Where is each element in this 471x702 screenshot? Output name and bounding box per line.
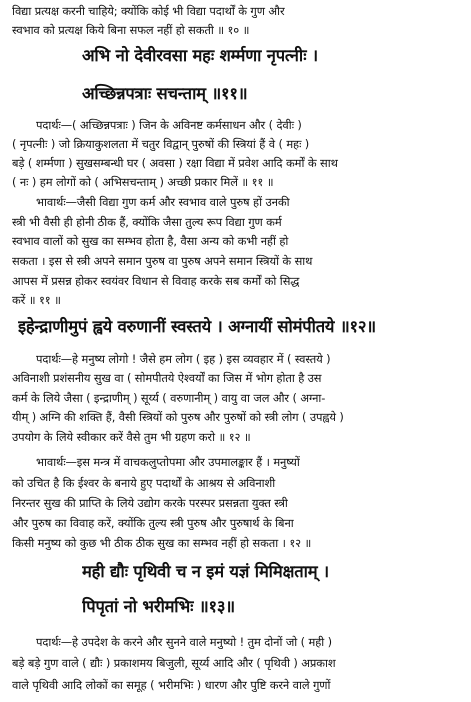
text-line: और पुरुष का विवाह करें, क्योंकि तुल्य स्त्री पुरुष और पुरुषार्थ के बिना [12,516,294,530]
text-line: करें ॥ ११ ॥ [12,293,61,307]
text-line: स्त्री भी वैसी ही होनी ठीक हैं, क्योंकि जैसा तुल्य रूप विद्या गुण कर्म [12,215,282,229]
text-line: किसी मनुष्य को कुछ भी ठीक ठीक सुख का सम्भव नहीं हो सकता । १२ ॥ [12,536,312,550]
text-line: पदार्थः—हे उपदेश के करने और सुनने वाले मनुष्यो ! तुम दोनों जो ( मही ) [36,635,332,649]
text-line: विद्या प्रत्यक्ष करनी चाहिये; क्योंकि कोई भी विद्या पदार्थों के गुण और [12,4,285,18]
text-line: को उचित है कि ईश्वर के बनाये हुए पदार्थों के आश्रय से अविनाशी [12,476,276,490]
text-line: स्वभाव वालों को सुख का सम्भव होता है, वैसा अन्य को कभी नहीं हो [12,234,289,248]
text-line: ( नृपत्नीः ) जो क्रियाकुशलता में चतुर विद्वान् पुरुषों की स्त्रियां हैं वे ( महः ) [12,137,310,151]
text-line: सकता । इस से स्त्री अपने समान पुरुष वा पुरुष अपने समान स्त्रियों के साथ [12,254,313,268]
text-line: भावार्थः—इस मन्त्र में वाचकलुप्तोपमा और उपमालङ्कार हैं । मनुष्यों [36,455,300,469]
text-line: कर्म के लिये जैसा ( इन्द्राणीम् ) सूर्य्य ( वरुणानीम् ) वायु वा जल और ( अग्ना- [12,391,326,405]
text-line: वाले पृथिवी आदि लोकों का समूह ( भरीमभिः ) धारण और पुष्टि करने वाले गुणों [12,678,331,692]
mantra-line: मही द्यौः पृथिवी च न इमं यज्ञं मिमिक्षताम् । [82,562,329,581]
text-line: अविनाशी प्रशंसनीय सुख वा ( सोमपीतये ऐश्वर्यों का जिस में भोग होता है उस [12,371,322,385]
text-line: आपस में प्रसन्न होकर स्वयंवर विधान से विवाह करके सब कर्मों को सिद्ध [12,274,300,288]
mantra-line: अभि नो देवीरवसा महः शर्म्मणा नृपत्नीः । [82,46,318,65]
mantra-line: अच्छिन्नपत्राः सचन्ताम् ॥११॥ [82,84,248,103]
mantra-line: इहेन्द्राणीमुपं ह्वये वरुणानीं स्वस्तये । अग्नायीं सोमंपीतये ॥१२॥ [18,317,376,336]
text-line: पदार्थः—( अच्छिन्नपत्राः ) जिन के अविनष्ट कर्मसाधन और ( देवीः ) [36,118,302,132]
mantra-line: पिपृतां नो भरीमभिः ॥१३॥ [82,597,235,616]
text-line: बड़े ( शर्म्मणा ) सुखसम्बन्धी घर ( अवसा ) रक्षा विद्या में प्रवेश आदि कर्मों के साथ [12,156,338,170]
text-line: उपयोग के लिये स्वीकार करें वैसे तुम भी ग्रहण करो ॥ १२ ॥ [12,430,251,444]
text-line: यीम् ) अग्नि की शक्ति हैं, वैसी स्त्रियों को पुरुष और पुरुषों को स्त्री लोग ( उपह्वये ) [12,410,344,424]
text-line: बड़े बड़े गुण वाले ( द्यौः ) प्रकाशमय बिजुली, सूर्य्य आदि और ( पृथिवी ) अप्रकाश [12,656,336,670]
text-line: ( नः ) हम लोगों को ( अभिसचन्ताम् ) अच्छी प्रकार मिलें ॥ ११ ॥ [12,175,274,189]
text-line: निरन्तर सुख की प्राप्ति के लिये उद्योग करके परस्पर प्रसन्नता युक्त स्त्री [12,496,288,510]
text-line: पदार्थः—हे मनुष्य लोगो ! जैसे हम लोग ( इह ) इस व्यवहार में ( स्वस्तये ) [36,352,331,366]
text-line: भावार्थः—जैसी विद्या गुण कर्म और स्वभाव वाले पुरुष हों उनकी [36,195,290,209]
text-line: स्वभाव को प्रत्यक्ष किये बिना सफल नहीं हो सकती ॥ १० ॥ [12,23,250,37]
